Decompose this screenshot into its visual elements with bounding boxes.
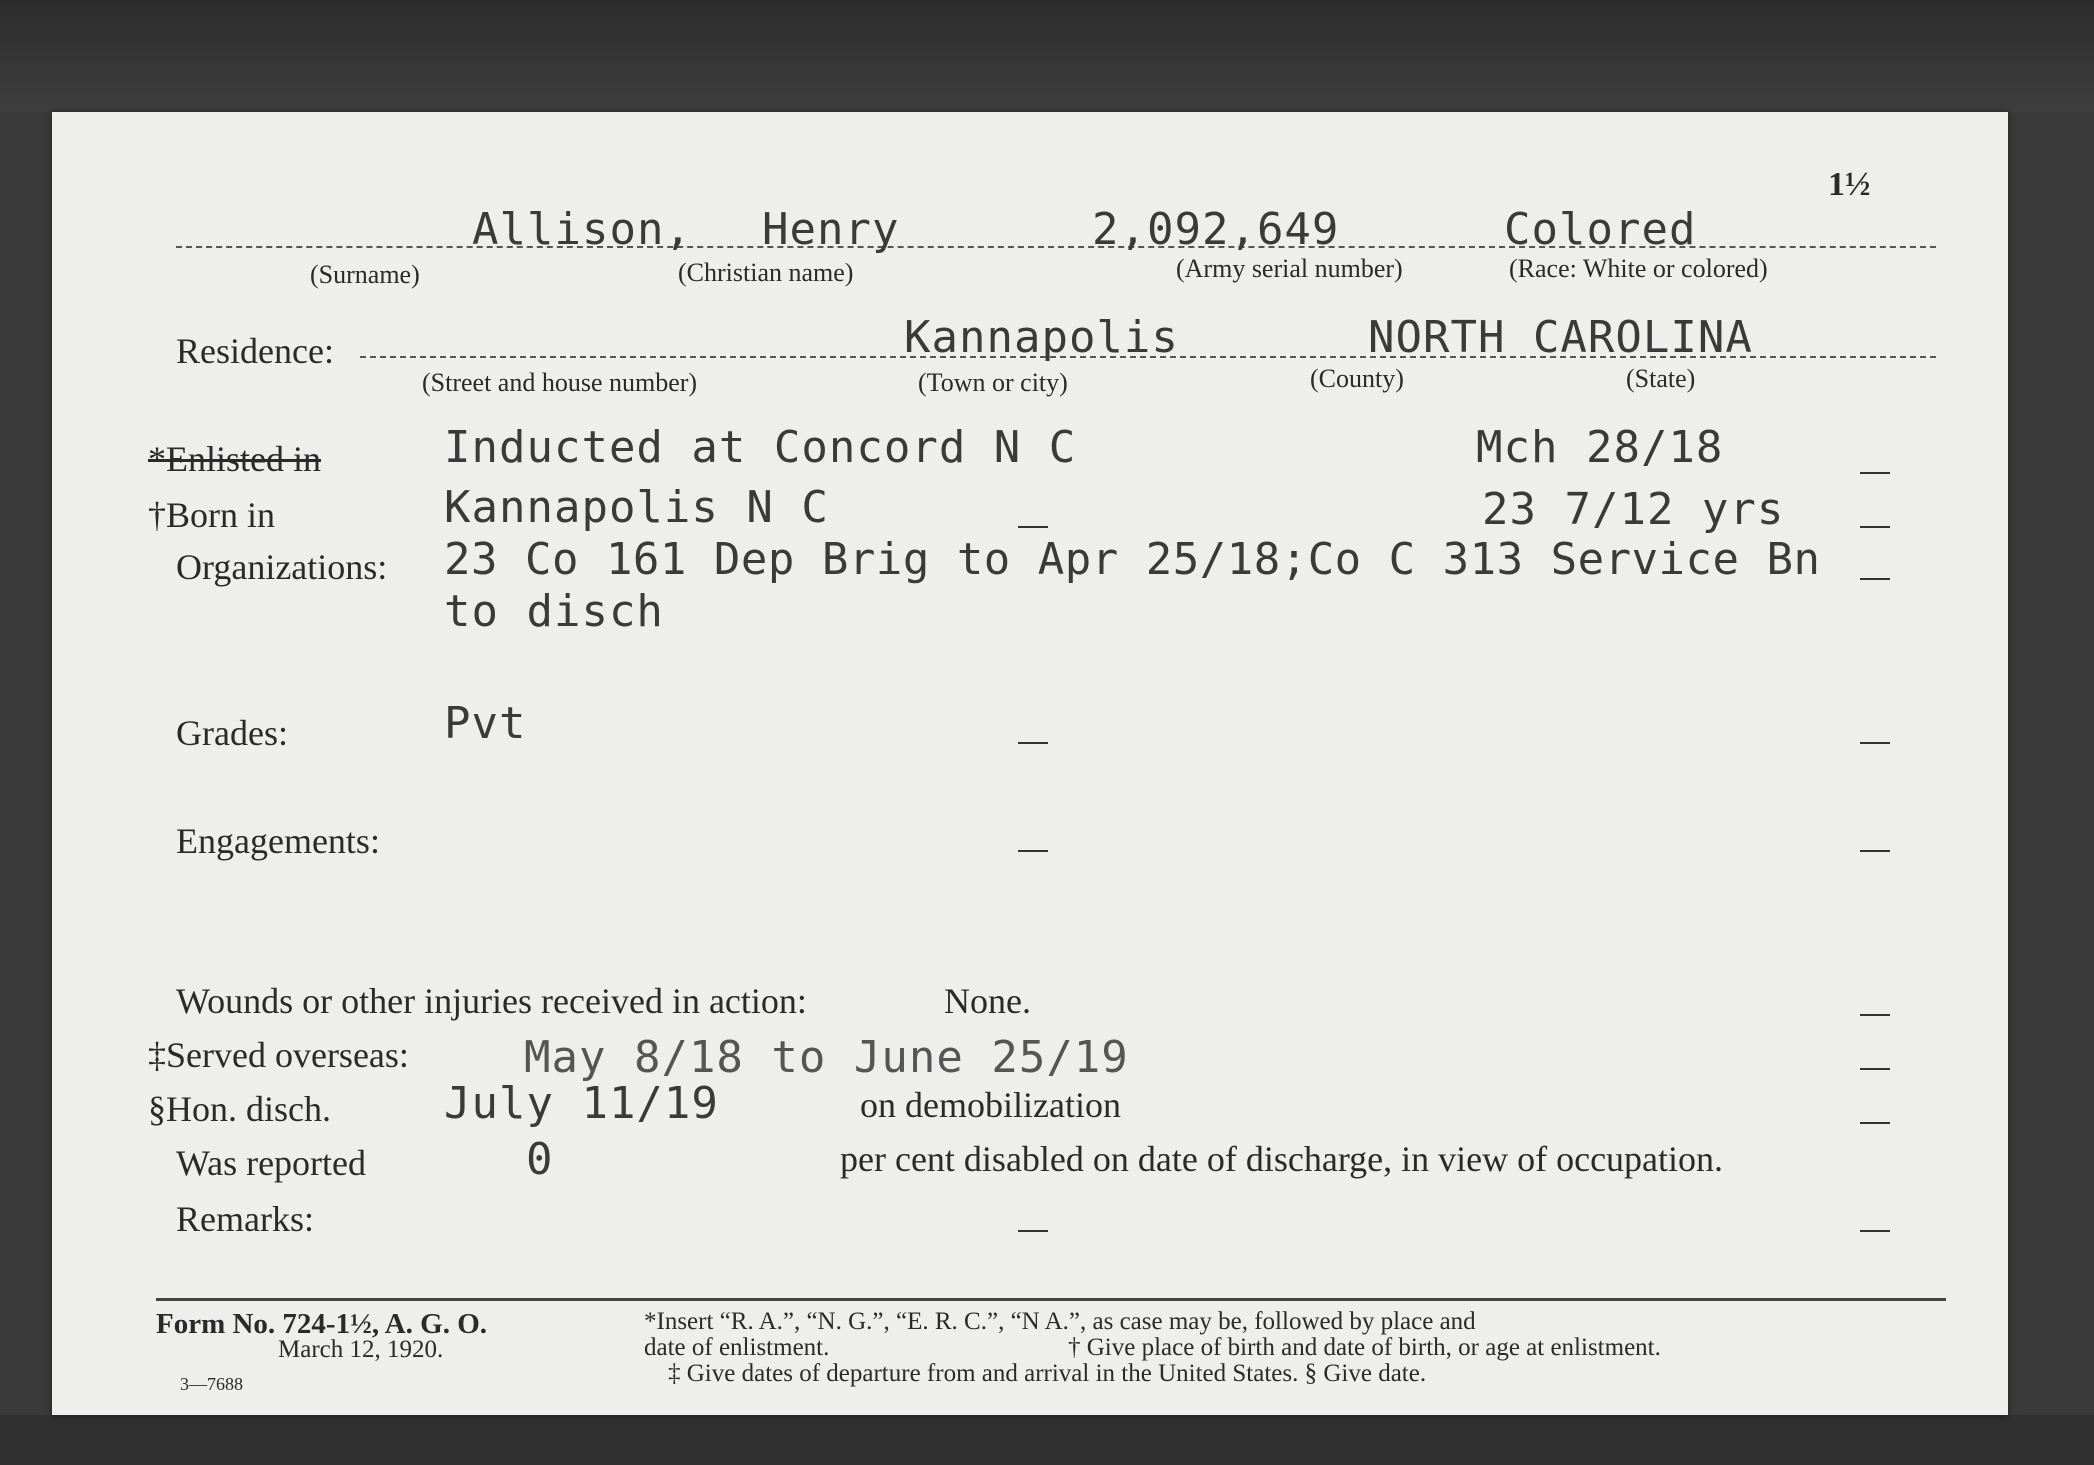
footnote-born: † Give place of birth and date of birth, or age at enlistment. [1068,1334,1661,1361]
card-number: 1½ [1828,166,1871,203]
organizations-line2: to disch [444,586,664,637]
surname-value: Allison, [472,204,692,255]
wounds-label: Wounds or other injuries received in action: [176,981,807,1021]
service-record-card [52,112,2008,1415]
form-date: March 12, 1920. [278,1336,444,1363]
organizations-dash [1860,578,1890,580]
footnote-enlisted-cont: date of enlistment. [644,1334,830,1361]
state-caption: (State) [1626,364,1696,393]
enlisted-value: Inducted at Concord N C [444,422,1077,473]
reported-value: 0 [526,1134,554,1185]
discharge-date: July 11/19 [444,1078,719,1129]
town-caption: (Town or city) [918,368,1068,397]
street-caption: (Street and house number) [422,368,698,397]
serial-caption: (Army serial number) [1176,254,1403,283]
remarks-dash-mid [1018,1230,1048,1232]
organizations-label: Organizations: [176,547,388,587]
footer-rule [156,1298,1946,1301]
discharge-note: on demobilization [860,1085,1121,1125]
enlisted-dash [1860,472,1890,474]
remarks-dash [1860,1230,1890,1232]
born-dash [1860,526,1890,528]
christian-name-value: Henry [762,204,900,255]
print-code: 3—7688 [180,1374,243,1394]
born-dash-mid [1018,526,1048,528]
organizations-line1: 23 Co 161 Dep Brig to Apr 25/18;Co C 313 Service Bn [444,534,1821,585]
residence-label: Residence: [176,331,334,371]
race-value: Colored [1504,204,1697,255]
scan-background-bottom [0,1415,2094,1465]
engagements-dash [1860,850,1890,852]
race-caption: (Race: White or colored) [1509,254,1768,283]
wounds-dash [1860,1014,1890,1016]
overseas-label: ‡Served overseas: [148,1035,409,1075]
town-value: Kannapolis [904,312,1179,363]
enlisted-label: *Enlisted in [148,439,321,479]
grades-value: Pvt [444,698,527,749]
wounds-value: None. [944,981,1031,1021]
footnote-overseas: ‡ Give dates of departure from and arrival in the United States. § Give date. [668,1360,1427,1387]
discharge-dash [1860,1122,1890,1124]
form-number: Form No. 724-1½, A. G. O. [156,1308,488,1340]
scan-background-top [0,0,2094,112]
discharge-label: §Hon. disch. [148,1089,331,1129]
reported-label: Was reported [176,1143,367,1183]
christian-name-caption: (Christian name) [678,258,854,287]
county-caption: (County) [1310,364,1404,393]
footnote-enlisted: *Insert “R. A.”, “N. G.”, “E. R. C.”, “N A.”, as case may be, followed by place and [644,1308,1476,1335]
grades-dash [1860,742,1890,744]
engagements-dash-mid [1018,850,1048,852]
enlisted-date: Mch 28/18 [1476,422,1724,473]
born-label: †Born in [148,495,276,535]
born-age: 23 7/12 yrs [1482,484,1785,535]
serial-number-value: 2,092,649 [1092,204,1340,255]
remarks-label: Remarks: [176,1199,314,1239]
state-value: NORTH CAROLINA [1368,312,1753,363]
grades-dash-mid [1018,742,1048,744]
overseas-dash [1860,1068,1890,1070]
engagements-label: Engagements: [176,821,380,861]
surname-caption: (Surname) [310,260,420,289]
overseas-value: May 8/18 to June 25/19 [524,1032,1129,1083]
grades-label: Grades: [176,713,288,753]
born-value: Kannapolis N C [444,482,829,533]
reported-text: per cent disabled on date of discharge, in view of occupation. [840,1139,1724,1179]
